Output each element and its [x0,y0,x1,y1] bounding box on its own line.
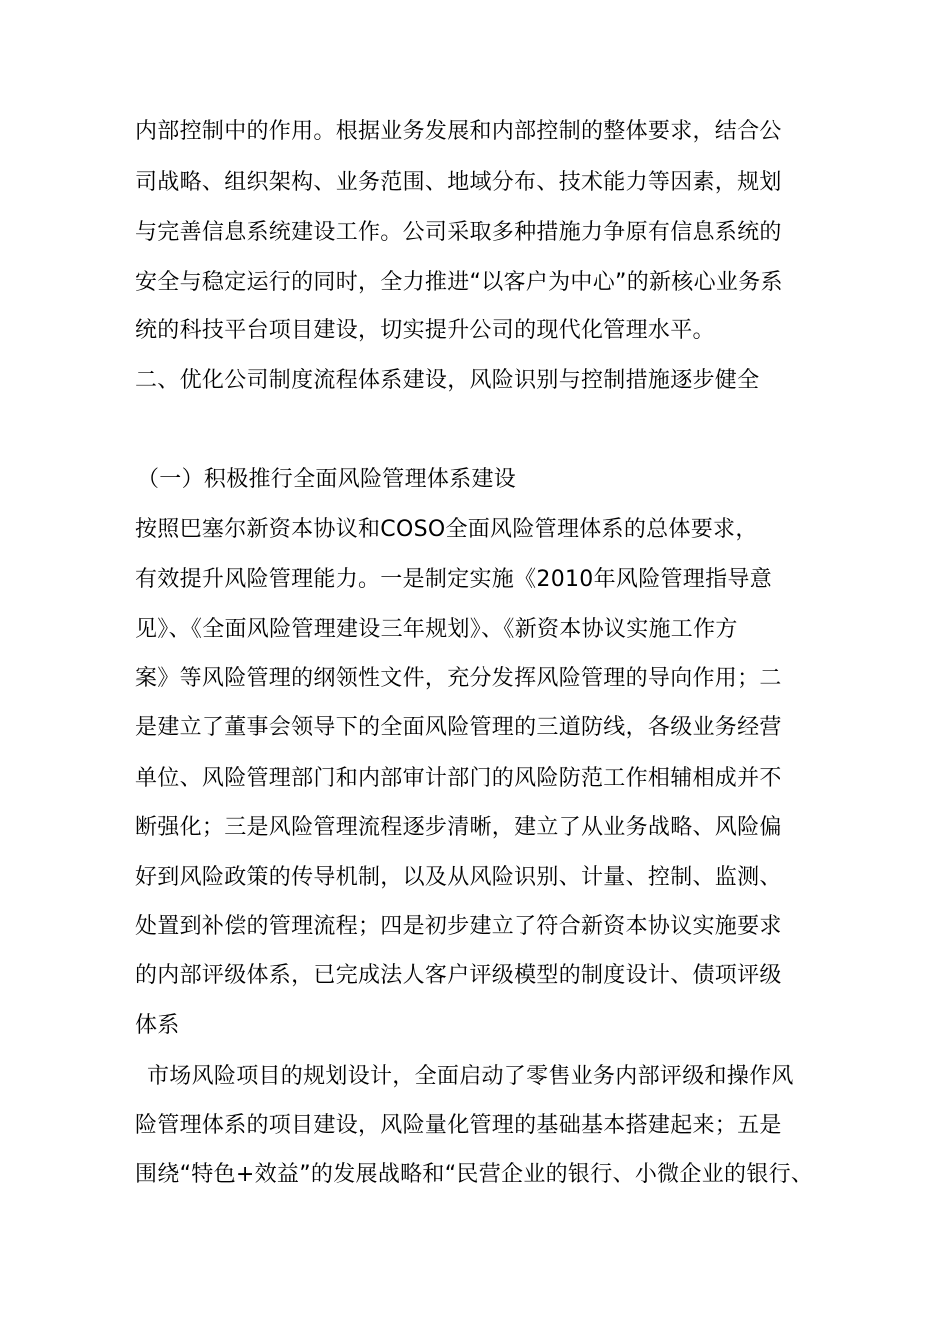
paragraph-line: 处置到补偿的管理流程；四是初步建立了符合新资本协议实施要求 [135,914,782,939]
paragraph-line: 险管理体系的项目建设，风险量化管理的基础基本搭建起来；五是 [135,1113,782,1138]
paragraph-line: 围绕“特色+效益”的发展战略和“民营企业的银行、小微企业的银行、 [135,1162,814,1187]
paragraph-line: 案》等风险管理的纲领性文件，充分发挥风险管理的导向作用；二 [135,666,782,691]
paragraph-line: 是建立了董事会领导下的全面风险管理的三道防线，各级业务经营 [135,715,782,740]
paragraph-line: 好到风险政策的传导机制，以及从风险识别、计量、控制、监测、 [135,865,782,890]
paragraph-line: 市场风险项目的规划设计，全面启动了零售业务内部评级和操作风 [147,1064,794,1089]
paragraph-line: 统的科技平台项目建设，切实提升公司的现代化管理水平。 [135,318,715,343]
paragraph-line: 的内部评级体系，已完成法人客户评级模型的制度设计、债项评级 [135,963,782,988]
subsection-heading: （一）积极推行全面风险管理体系建设 [137,467,517,492]
paragraph-line: 体系 [135,1013,180,1038]
paragraph-line: 断强化；三是风险管理流程逐步清晰，建立了从业务战略、风险偏 [135,815,782,840]
paragraph-line: 有效提升风险管理能力。一是制定实施《2010年风险管理指导意 [135,567,772,592]
paragraph-line: 按照巴塞尔新资本协议和COSO全面风险管理体系的总体要求， [135,517,758,542]
paragraph-line: 单位、风险管理部门和内部审计部门的风险防范工作相辅相成并不 [135,766,782,791]
section-heading: 二、优化公司制度流程体系建设，风险识别与控制措施逐步健全 [135,368,760,393]
paragraph-line: 司战略、组织架构、业务范围、地域分布、技术能力等因素，规划 [135,170,782,195]
paragraph-line: 与完善信息系统建设工作。公司采取多种措施力争原有信息系统的 [135,220,782,245]
paragraph-line: 安全与稳定运行的同时，全力推进“以客户为中心”的新核心业务系 [135,270,783,295]
paragraph-line: 见》、《全面风险管理建设三年规划》、《新资本协议实施工作方 [135,617,738,642]
paragraph-line: 内部控制中的作用。根据业务发展和内部控制的整体要求，结合公 [135,119,782,144]
